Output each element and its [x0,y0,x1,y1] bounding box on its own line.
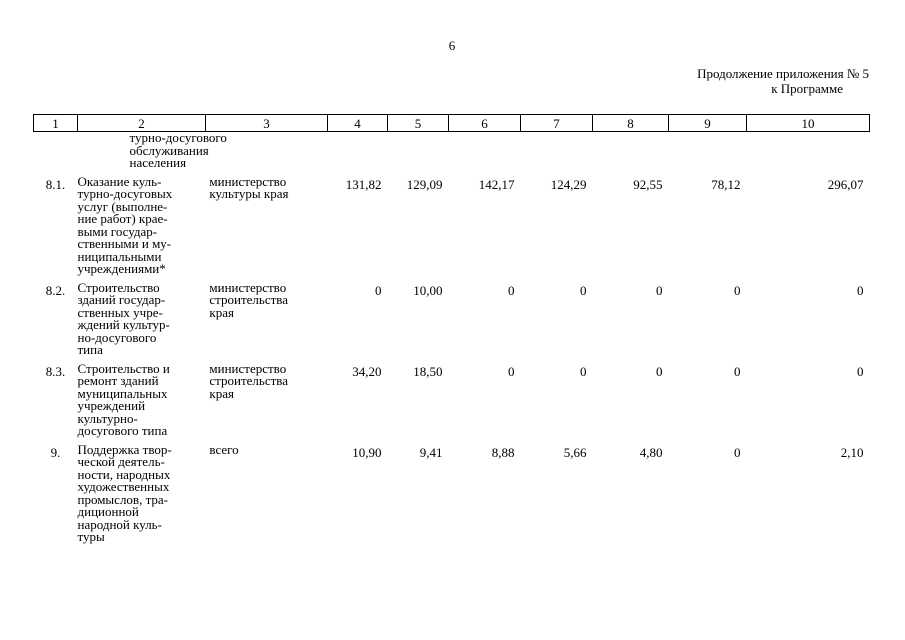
column-header: 8 [593,115,669,132]
table-row [34,444,870,544]
value-cell: 0 [734,363,741,379]
row-number: 9. [50,444,61,460]
responsible-body: всего [209,441,239,457]
column-header: 2 [78,115,206,132]
value-cell: 0 [375,282,382,298]
value-cell: 0 [656,282,663,298]
column-header: 7 [521,115,593,132]
value-cell: 4,80 [639,444,663,460]
column-header: 3 [206,115,328,132]
column-header: 1 [34,115,78,132]
table-row [34,282,870,357]
column-header: 6 [449,115,521,132]
row-number: 8.1. [45,176,66,192]
value-cell: 18,50 [413,363,443,379]
row-number: 8.2. [45,282,66,298]
value-cell: 0 [508,282,515,298]
value-cell: 0 [656,363,663,379]
column-header: 4 [328,115,388,132]
column-header: 5 [388,115,449,132]
value-cell: 34,20 [352,363,382,379]
value-cell: 0 [580,282,587,298]
measure-name: Поддержка твор- ческой деятель- ности, народных художественных промыслов, тра- диционной народной куль- туры [77,441,172,544]
value-cell: 0 [857,363,864,379]
value-cell: 142,17 [478,176,515,192]
value-cell: 9,41 [419,444,443,460]
value-cell: 0 [857,282,864,298]
value-cell: 78,12 [711,176,741,192]
value-cell: 131,82 [345,176,382,192]
table-row [34,363,870,438]
value-cell: 124,29 [550,176,587,192]
continuation-row [34,132,870,170]
value-cell: 0 [580,363,587,379]
appendix-title: Продолжение приложения № 5 [697,66,869,81]
responsible-body: министерство строительства края [209,360,289,401]
value-cell: 0 [734,282,741,298]
value-cell: 129,09 [406,176,443,192]
value-cell: 0 [734,444,741,460]
column-header: 9 [669,115,747,132]
row-number: 8.3. [45,363,66,379]
program-table [33,114,870,544]
value-cell: 10,00 [413,282,443,298]
value-cell: 296,07 [827,176,864,192]
responsible-body: министерство культуры края [209,173,289,201]
page-number: 6 [448,38,456,53]
value-cell: 8,88 [491,444,515,460]
value-cell: 10,90 [352,444,382,460]
measure-name: Строительство и ремонт зданий муниципальных учреждений культурно- досугового типа [77,360,170,438]
value-cell: 92,55 [633,176,663,192]
table-row [34,176,870,276]
column-number-row [34,115,870,132]
value-cell: 5,66 [563,444,587,460]
measure-name: Строительство зданий государ- ственных учре- ждений культур- но-досугового типа [77,279,170,357]
continuation-text: турно-досугового обслуживания населения [129,130,227,170]
responsible-body: министерство строительства края [209,279,289,320]
appendix-subtitle: к Программе [771,81,843,96]
value-cell: 0 [508,363,515,379]
value-cell: 2,10 [840,444,864,460]
measure-name: Оказание куль- турно-досуговых услуг (выполне- ние работ) крае- выми государ- ственными и му- ниципальными учреждениями* [77,173,173,276]
column-header: 10 [747,115,870,132]
appendix-caption [697,66,869,96]
